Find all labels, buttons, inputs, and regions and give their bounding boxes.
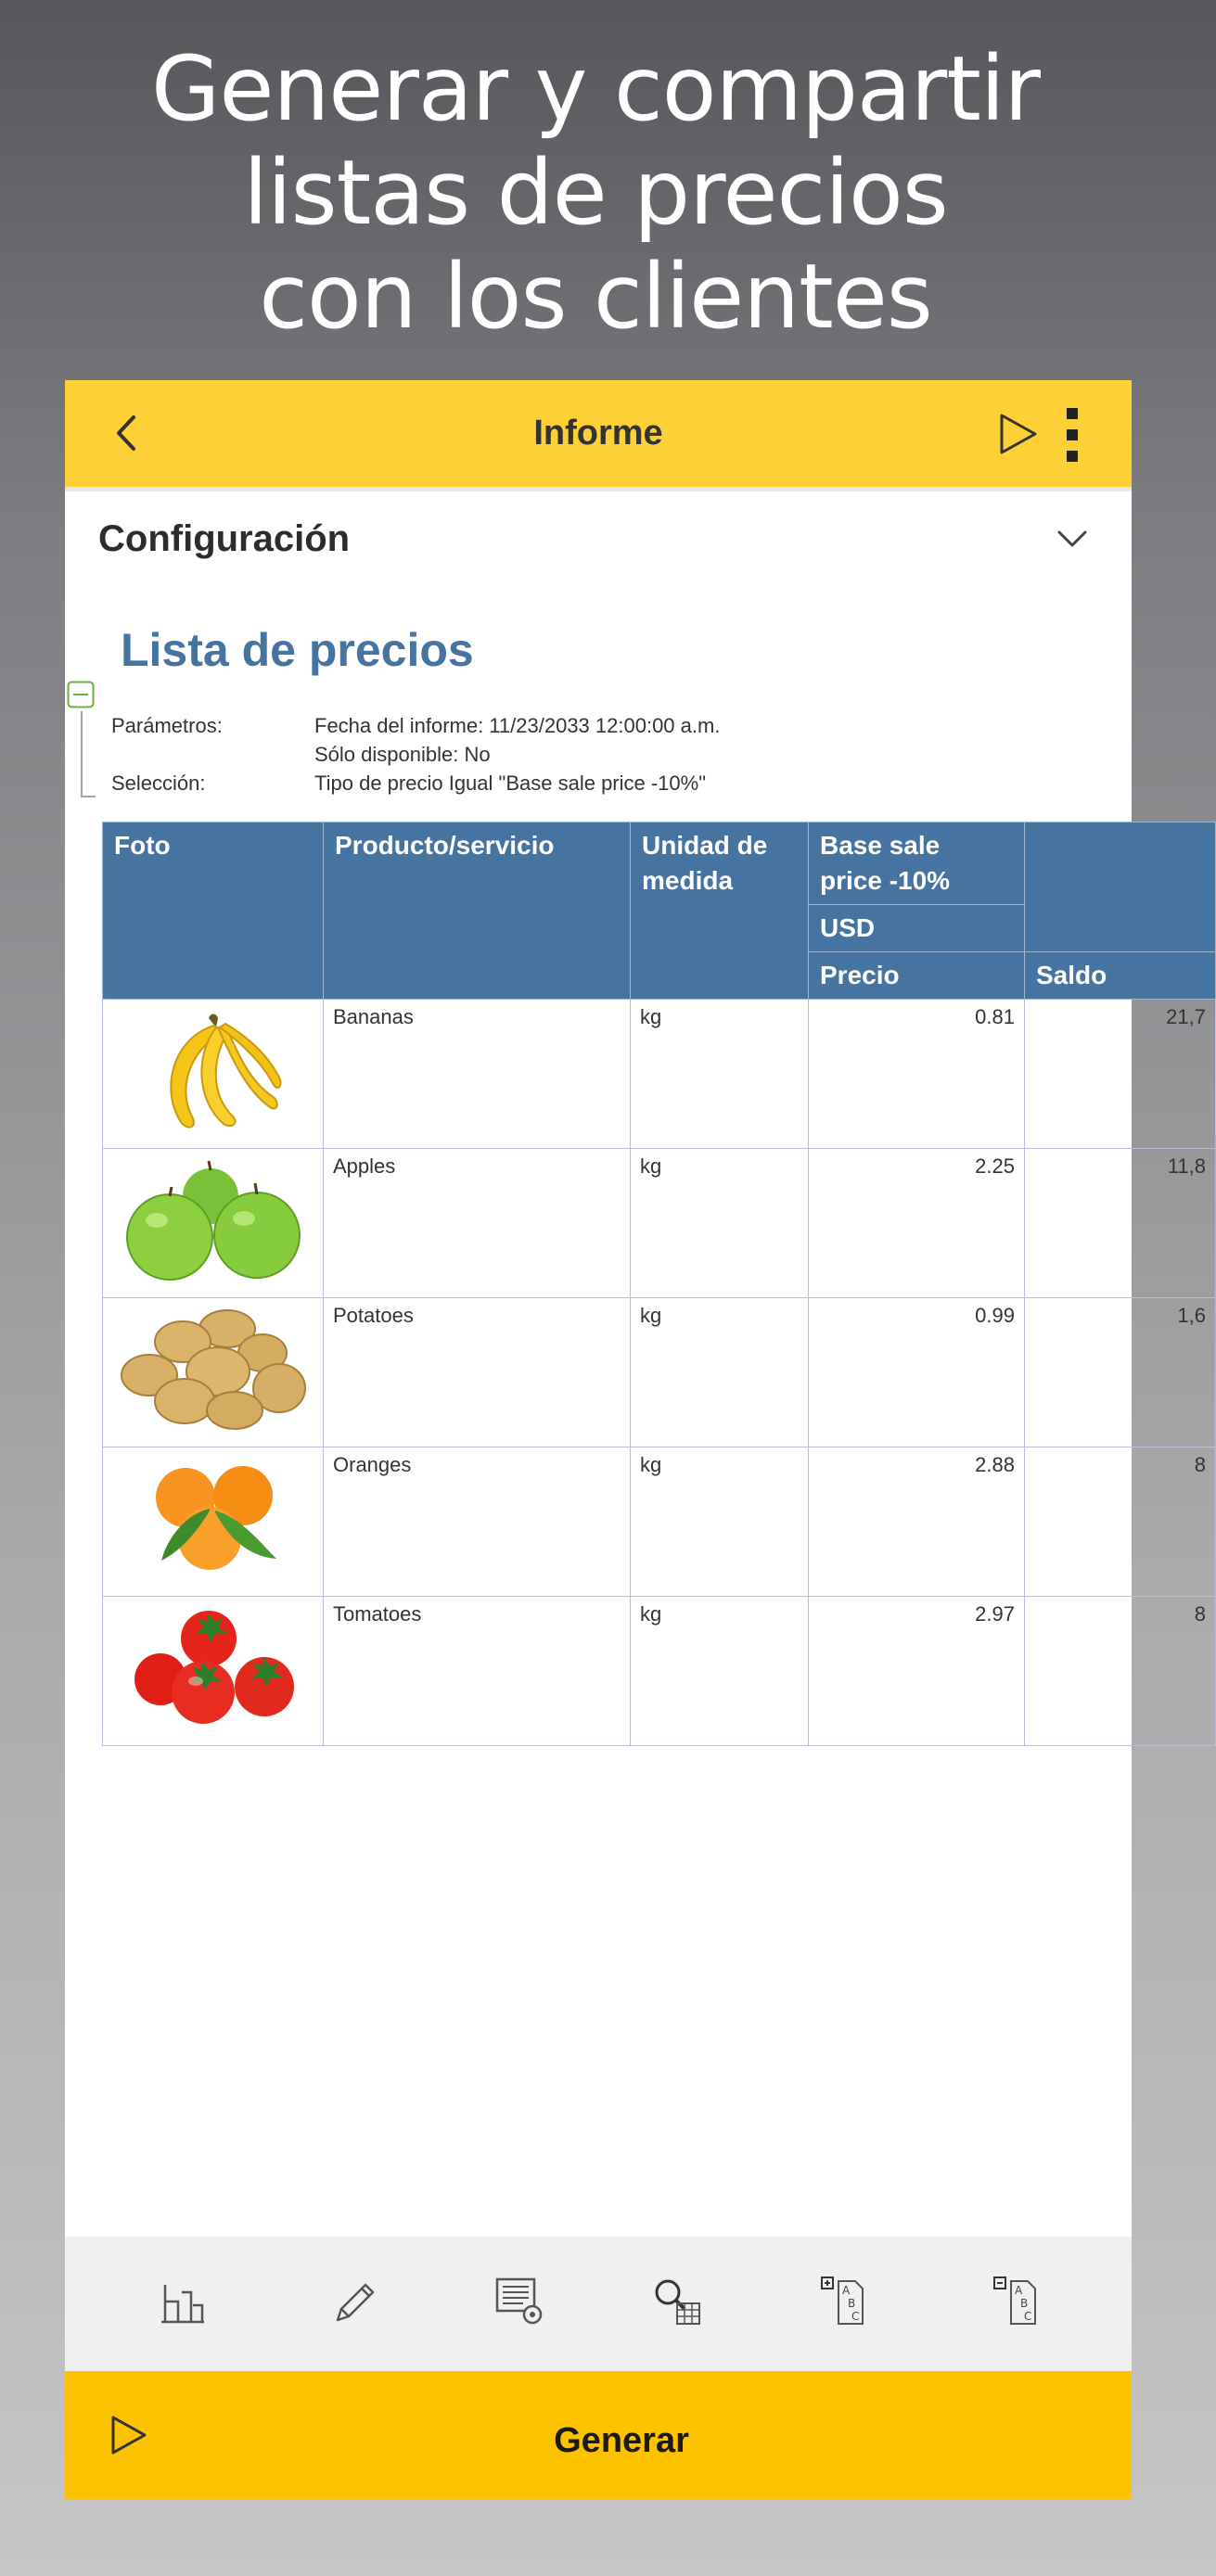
price-table [102, 822, 1216, 1746]
generate-button[interactable] [65, 2371, 1132, 2499]
play-outline-icon[interactable] [991, 408, 1043, 460]
product-name: Oranges [324, 1447, 631, 1597]
product-photo-cell [103, 1597, 324, 1746]
chart-icon[interactable] [154, 2274, 210, 2329]
more-vertical-icon[interactable] [1063, 406, 1082, 464]
product-price: 2.88 [809, 1447, 1025, 1597]
table-row[interactable] [103, 1149, 1216, 1298]
configuration-section[interactable] [65, 491, 1132, 588]
product-unit: kg [631, 1597, 809, 1746]
svg-text:A: A [1015, 2284, 1023, 2297]
svg-text:B: B [848, 2297, 856, 2310]
product-photo-cell [103, 1447, 324, 1597]
settings-document-icon[interactable] [492, 2274, 547, 2329]
selection-label: Selección: [111, 772, 206, 795]
header-price: Precio [809, 952, 1025, 1000]
promo-heading [0, 37, 1191, 349]
param-available: Sólo disponible: No [314, 743, 491, 766]
header-balance-group [1025, 823, 1216, 952]
header-product [324, 823, 631, 1000]
collapse-all-icon[interactable] [991, 2274, 1046, 2329]
svg-text:C: C [851, 2310, 860, 2323]
product-unit: kg [631, 1000, 809, 1149]
group-line-end [81, 796, 96, 797]
generate-label: Generar [554, 2421, 689, 2460]
bananas-image [144, 1007, 283, 1135]
product-photo-cell [103, 1000, 324, 1149]
table-row[interactable] [103, 1447, 1216, 1597]
product-balance: 1,6 [1025, 1298, 1216, 1447]
header-balance: Saldo [1025, 952, 1216, 1000]
page-title: Informe [533, 414, 663, 453]
header-unit-line1: Unidad de [642, 831, 768, 860]
promo-line-3: con los clientes [259, 245, 932, 349]
group-line [81, 711, 83, 797]
collapse-group-icon[interactable] [67, 681, 95, 708]
report-title: Lista de precios [121, 624, 474, 676]
header-unit-line2: medida [642, 866, 734, 895]
header-product-label: Producto/servicio [335, 831, 555, 860]
header-price-group [809, 823, 1025, 905]
product-unit: kg [631, 1298, 809, 1447]
product-unit: kg [631, 1447, 809, 1597]
product-price: 0.81 [809, 1000, 1025, 1149]
product-balance: 8 [1025, 1597, 1216, 1746]
params-label: Parámetros: [111, 714, 223, 737]
header-price-group-line2: price -10% [820, 866, 951, 895]
configuration-label: Configuración [98, 518, 351, 559]
table-row[interactable] [103, 1597, 1216, 1746]
product-price: 0.99 [809, 1298, 1025, 1447]
report-toolbar [65, 2237, 1132, 2371]
price-table-container[interactable] [102, 822, 1206, 1665]
selection-value: Tipo de precio Igual "Base sale price -10%" [314, 772, 707, 795]
tomatoes-image [125, 1603, 301, 1733]
table-row[interactable] [103, 1000, 1216, 1149]
apples-image [116, 1155, 311, 1285]
app-bar [65, 380, 1132, 491]
product-photo-cell [103, 1298, 324, 1447]
chevron-down-icon[interactable] [1054, 525, 1091, 553]
product-balance: 11,8 [1025, 1149, 1216, 1298]
promo-line-1: Generar y compartir [150, 37, 1040, 141]
header-currency: USD [809, 905, 1025, 952]
product-name: Tomatoes [324, 1597, 631, 1746]
product-balance: 8 [1025, 1447, 1216, 1597]
product-unit: kg [631, 1149, 809, 1298]
promo-line-2: listas de precios [243, 141, 948, 245]
report-view [65, 586, 1206, 2246]
product-price: 2.25 [809, 1149, 1025, 1298]
product-photo-cell [103, 1149, 324, 1298]
svg-text:B: B [1020, 2297, 1029, 2310]
svg-text:A: A [842, 2284, 851, 2297]
oranges-image [139, 1459, 288, 1579]
search-table-icon[interactable] [649, 2274, 705, 2329]
product-name: Bananas [324, 1000, 631, 1149]
header-photo: Foto [103, 823, 324, 1000]
product-balance: 21,7 [1025, 1000, 1216, 1149]
product-price: 2.97 [809, 1597, 1025, 1746]
potatoes-image [116, 1305, 311, 1435]
svg-text:C: C [1024, 2310, 1032, 2323]
expand-all-icon[interactable] [818, 2274, 874, 2329]
app-screen [65, 380, 1206, 2499]
product-name: Apples [324, 1149, 631, 1298]
param-date: Fecha del informe: 11/23/2033 12:00:00 a.m. [314, 714, 721, 737]
product-name: Potatoes [324, 1298, 631, 1447]
table-row[interactable] [103, 1298, 1216, 1447]
header-unit [631, 823, 809, 1000]
header-price-group-line1: Base sale [820, 831, 941, 860]
pencil-icon[interactable] [326, 2274, 382, 2329]
